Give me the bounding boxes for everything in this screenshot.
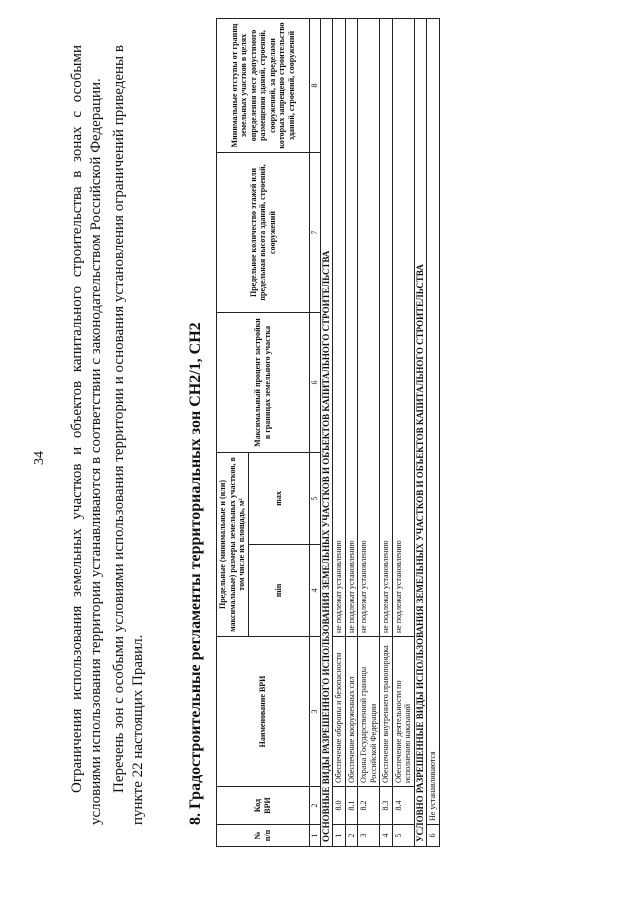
header-row xyxy=(217,19,249,847)
paragraph-zone-list: Перечень зон с особыми условиями использования территории и основания установления ограничений приведены в пункте 22 настоящих Правил. xyxy=(111,45,146,825)
row-num: 6 xyxy=(427,825,440,847)
row-name: Обеспечение внутреннего правопорядка xyxy=(380,637,393,787)
regulations-table xyxy=(216,18,440,847)
col-number: 7 xyxy=(309,153,320,313)
row-num: 4 xyxy=(380,825,393,847)
row-name: Обеспечение обороны и безопасности xyxy=(333,637,346,787)
row-name: Обеспечение деятельности по исполнению наказаний xyxy=(392,637,414,787)
row-num: 3 xyxy=(358,825,380,847)
header-min: min xyxy=(248,545,309,637)
table-row xyxy=(427,19,440,847)
column-numbers-row xyxy=(309,19,320,847)
col-number: 1 xyxy=(309,825,320,847)
header-setbacks: Минимальные отступы от границ земельных участков в целях определения мест допустимого размещения зданий, строений, сооружений, за пределами которых запрещено строительство зданий, строений, сооружений xyxy=(217,19,310,153)
col-number: 2 xyxy=(309,787,320,825)
row-value: не подлежат установлению xyxy=(358,19,380,637)
table-row xyxy=(333,19,346,847)
header-num: № п/п xyxy=(217,825,310,847)
section-conditional-title: УСЛОВНО РАЗРЕШЕННЫЕ ВИДЫ ИСПОЛЬЗОВАНИЯ ЗЕМЕЛЬНЫХ УЧАСТКОВ И ОБЪЕКТОВ КАПИТАЛЬНОГО СТРОИТЕЛЬСТВА xyxy=(414,19,427,847)
table-row xyxy=(392,19,414,847)
row-value: не подлежат установлению xyxy=(333,19,346,637)
header-floors: Предельное количество этажей или предельная высота зданий, строений, сооружений xyxy=(217,153,310,313)
row-code: 8.3 xyxy=(380,787,393,825)
table-row xyxy=(358,19,380,847)
col-number: 3 xyxy=(309,637,320,787)
row-value: не подлежат установлению xyxy=(392,19,414,637)
row-code: 8.4 xyxy=(392,787,414,825)
row-value: Не устанавливаются xyxy=(427,19,440,825)
row-code: 8.2 xyxy=(358,787,380,825)
row-num: 5 xyxy=(392,825,414,847)
row-num: 1 xyxy=(333,825,346,847)
row-code: 8.1 xyxy=(345,787,358,825)
row-code: 8.0 xyxy=(333,787,346,825)
table-row xyxy=(345,19,358,847)
col-number: 6 xyxy=(309,313,320,453)
row-name: Обеспечение вооруженных сил xyxy=(345,637,358,787)
section-main-row xyxy=(320,19,333,847)
row-name: Охрана Государственной границы Российской Федерации xyxy=(358,637,380,787)
header-percent: Максимальный процент застройки в границах земельного участка xyxy=(217,313,310,453)
section-conditional-row xyxy=(414,19,427,847)
row-num: 2 xyxy=(345,825,358,847)
header-max: max xyxy=(248,453,309,545)
table-row xyxy=(380,19,393,847)
header-name: Наименование ВРИ xyxy=(217,637,310,787)
col-number: 5 xyxy=(309,453,320,545)
col-number: 8 xyxy=(309,19,320,153)
header-sizes: Предельные (минимальные и (или) максимальные) размеры земельных участков, в том числе их площадь, м² xyxy=(217,453,249,637)
row-value: не подлежат установлению xyxy=(380,19,393,637)
row-value: не подлежат установлению xyxy=(345,19,358,637)
section-heading: 8. Градостроительные регламенты территориальных зон СН2/1, СН2 xyxy=(187,322,204,825)
col-number: 4 xyxy=(309,545,320,637)
page-number: 34 xyxy=(32,451,47,465)
section-main-title: ОСНОВНЫЕ ВИДЫ РАЗРЕШЕННОГО ИСПОЛЬЗОВАНИЯ ЗЕМЕЛЬНЫХ УЧАСТКОВ И ОБЪЕКТОВ КАПИТАЛЬНОГО СТРОИТЕЛЬСТВА xyxy=(320,19,333,847)
header-code: Код ВРИ xyxy=(217,787,310,825)
paragraph-restrictions: Ограничения использования земельных участков и объектов капитального строительства в зонах с особыми условиями использования территории устанавливаются в соответствии с законодательством Российской Федерации. xyxy=(69,45,104,825)
